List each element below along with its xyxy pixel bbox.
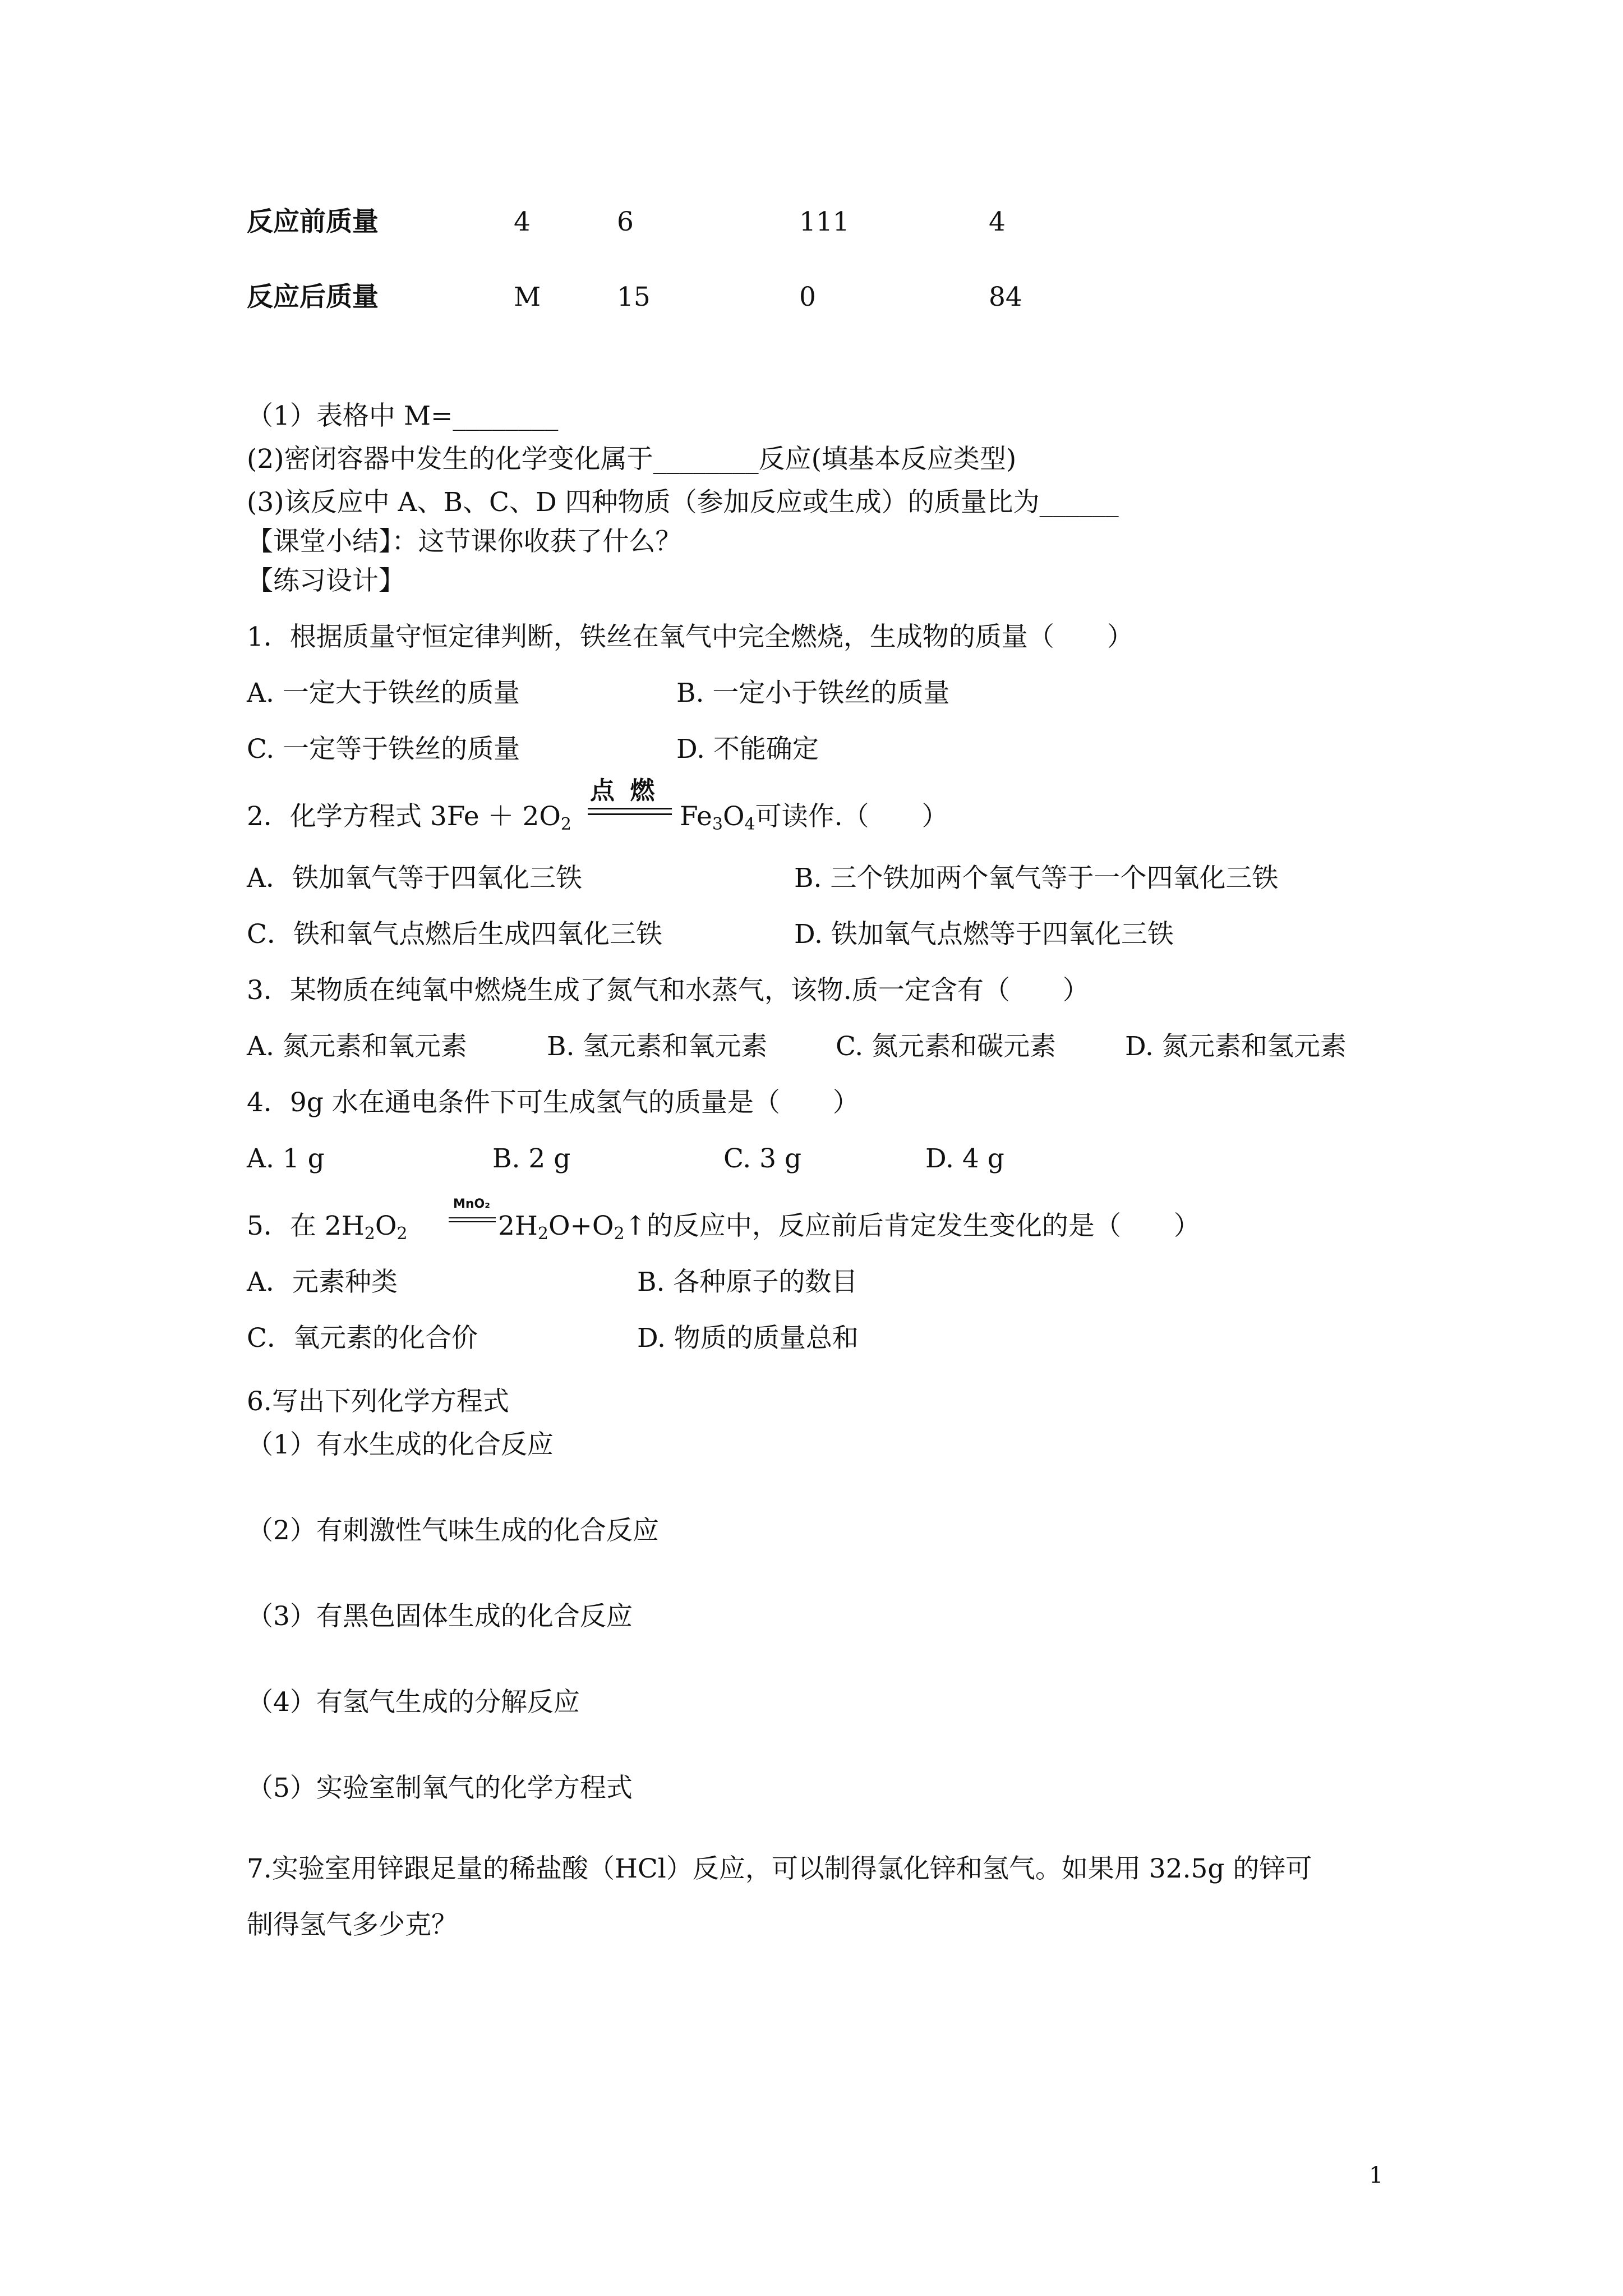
practice-4-option-d: D. 4 g bbox=[925, 1143, 1004, 1174]
practice-2-option-b: B. 三个铁加两个氧气等于一个四氧化三铁 bbox=[794, 863, 1279, 894]
practice-1-option-c: C. 一定等于铁丝的质量 bbox=[247, 734, 520, 765]
practice-7-line-1: 7.实验室用锌跟足量的稀盐酸（HCl）反应，可以制得氯化锌和氢气。如果用 32.5g 的锌可 bbox=[247, 1853, 1312, 1884]
practice-6-item: （3）有黑色固体生成的化合反应 bbox=[247, 1601, 633, 1632]
subscript: 4 bbox=[744, 815, 755, 834]
table-cell: 4 bbox=[989, 206, 1006, 237]
page-number: 1 bbox=[1369, 2162, 1384, 2188]
practice-5-option-d: D. 物质的质量总和 bbox=[637, 1323, 859, 1354]
practice-2-option-d: D. 铁加氧气点燃等于四氧化三铁 bbox=[794, 919, 1174, 950]
subscript: 2 bbox=[364, 1224, 375, 1244]
practice-2-option-c: C．铁和氧气点燃后生成四氧化三铁 bbox=[247, 919, 662, 950]
subscript: 2 bbox=[396, 1224, 408, 1244]
class-summary: 【课堂小结】：这节课你收获了什么？ bbox=[247, 526, 682, 557]
practice-5-option-b: B. 各种原子的数目 bbox=[637, 1267, 858, 1297]
practice-3-option-d: D. 氮元素和氢元素 bbox=[1125, 1031, 1347, 1062]
practice-1-stem: 1．根据质量守恒定律判断，铁丝在氧气中完全燃烧，生成物的质量（ ） bbox=[247, 622, 1133, 652]
question-mass-ratio: (3)该反应中 A、B、C、D 四种物质（参加反应或生成）的质量比为______ bbox=[247, 487, 1119, 518]
practice-3-option-b: B. 氢元素和氧元素 bbox=[547, 1031, 768, 1062]
practice-2-stem-tail bbox=[680, 801, 948, 834]
practice-3-option-a: A. 氮元素和氧元素 bbox=[247, 1031, 467, 1062]
table-cell: 4 bbox=[514, 206, 531, 237]
question-m: （1）表格中 M=________ bbox=[247, 401, 559, 431]
stem-lead: 5．在 2H bbox=[247, 1211, 365, 1241]
product-fe: Fe bbox=[680, 801, 712, 832]
practice-2-option-a: A．铁加氧气等于四氧化三铁 bbox=[247, 863, 582, 894]
table-cell: 111 bbox=[799, 206, 850, 237]
equation-bar-top bbox=[449, 1217, 496, 1218]
question-tail: ↑的反应中，反应前后肯定发生变化的是（ ） bbox=[624, 1211, 1200, 1241]
table-row-label-after: 反应后质量 bbox=[247, 282, 379, 312]
question-reaction-type: (2)密闭容器中发生的化学变化属于________反应(填基本反应类型) bbox=[247, 444, 1017, 475]
practice-6-item: （1）有水生成的化合反应 bbox=[247, 1429, 554, 1460]
table-cell: 15 bbox=[617, 282, 651, 312]
practice-5-stem bbox=[247, 1211, 408, 1244]
practice-6-title: 6.写出下列化学方程式 bbox=[247, 1386, 509, 1417]
equation-bar-bottom bbox=[449, 1221, 496, 1222]
catalyst-label: MnO₂ bbox=[453, 1197, 490, 1211]
question-tail: 可读作.（ ） bbox=[755, 801, 948, 832]
subscript: 3 bbox=[712, 815, 723, 834]
table-row-label-before: 反应前质量 bbox=[247, 206, 379, 237]
product-o: O+O bbox=[548, 1211, 614, 1241]
practice-6-item: （5）实验室制氧气的化学方程式 bbox=[247, 1773, 633, 1803]
table-cell: 6 bbox=[617, 206, 634, 237]
subscript: 2 bbox=[537, 1224, 548, 1244]
element-o: O bbox=[375, 1211, 397, 1241]
table-cell: M bbox=[514, 282, 541, 312]
practice-7-line-2: 制得氢气多少克？ bbox=[247, 1910, 458, 1940]
practice-4-stem: 4．9g 水在通电条件下可生成氢气的质量是（ ） bbox=[247, 1087, 859, 1118]
practice-1-option-b: B. 一定小于铁丝的质量 bbox=[676, 678, 950, 708]
product-o: O bbox=[722, 801, 745, 832]
practice-1-option-a: A. 一定大于铁丝的质量 bbox=[247, 678, 520, 708]
equation-reactants: 2．化学方程式 3Fe ＋ 2O bbox=[247, 801, 561, 832]
practice-2-stem bbox=[247, 801, 572, 834]
table-cell: 0 bbox=[799, 282, 816, 312]
equation-bar-bottom bbox=[588, 813, 672, 815]
practice-5-option-a: A．元素种类 bbox=[247, 1267, 398, 1297]
practice-heading: 【练习设计】 bbox=[247, 565, 405, 596]
practice-6-item: （4）有氢气生成的分解反应 bbox=[247, 1687, 580, 1718]
practice-1-option-d: D. 不能确定 bbox=[676, 734, 819, 765]
practice-4-option-a: A. 1 g bbox=[247, 1143, 325, 1174]
table-cell: 84 bbox=[989, 282, 1022, 312]
equation-bar-top bbox=[588, 808, 672, 809]
practice-3-option-c: C. 氮元素和碳元素 bbox=[836, 1031, 1057, 1062]
reaction-condition-ignite: 点 燃 bbox=[590, 776, 658, 805]
practice-5-option-c: C．氧元素的化合价 bbox=[247, 1323, 478, 1354]
subscript: 2 bbox=[560, 815, 572, 834]
subscript: 2 bbox=[614, 1224, 625, 1244]
practice-4-option-b: B. 2 g bbox=[492, 1143, 571, 1174]
practice-5-stem-tail bbox=[498, 1211, 1200, 1244]
practice-4-option-c: C. 3 g bbox=[723, 1143, 802, 1174]
practice-3-stem: 3．某物质在纯氧中燃烧生成了氮气和水蒸气，该物.质一定含有（ ） bbox=[247, 975, 1089, 1006]
practice-6-item: （2）有刺激性气味生成的化合反应 bbox=[247, 1515, 659, 1546]
product-h: 2H bbox=[498, 1211, 538, 1241]
